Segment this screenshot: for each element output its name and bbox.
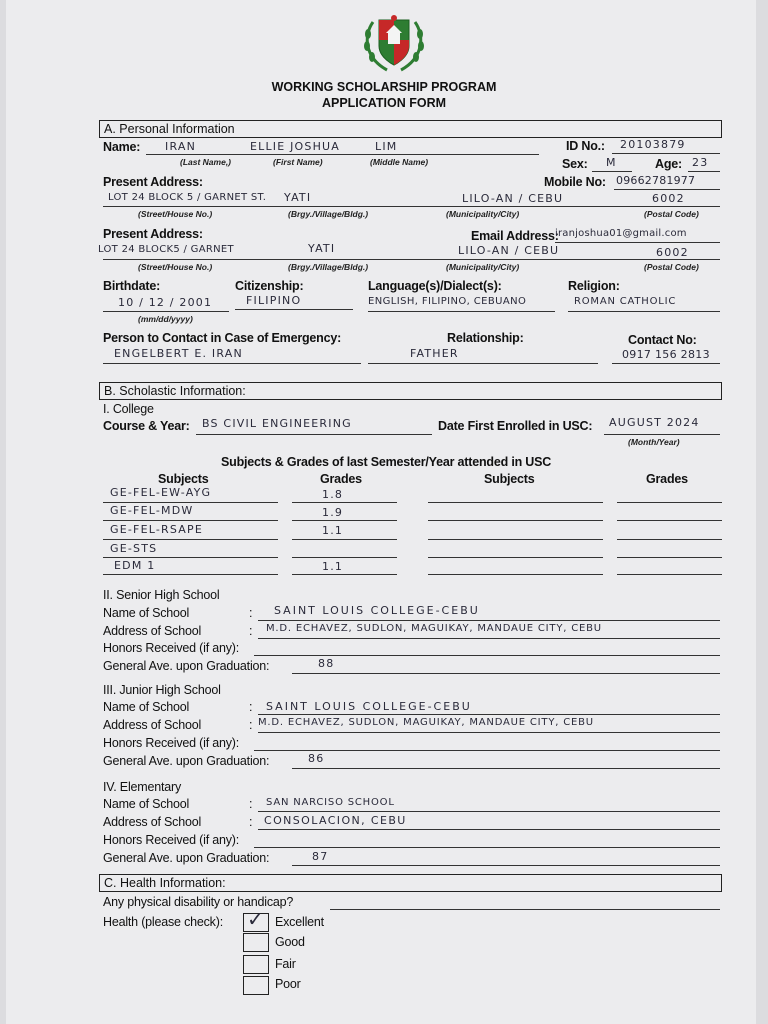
age-value[interactable]: 23 <box>692 156 709 169</box>
shs-general-label: General Ave. upon Graduation: <box>103 659 270 673</box>
sex-value[interactable]: M <box>606 156 617 169</box>
form-subtitle: APPLICATION FORM <box>321 96 447 110</box>
street-caption: (Street/House No.) <box>138 209 213 219</box>
section-scholastic-title: B. Scholastic Information: <box>104 384 246 398</box>
disability-label: Any physical disability or handicap? <box>103 895 294 909</box>
health-check-label: Health (please check): <box>103 915 223 929</box>
grade-2[interactable]: 1.9 <box>322 506 344 519</box>
section-health-header <box>99 874 722 892</box>
jhs-general-value[interactable]: 86 <box>308 752 325 765</box>
present-address2-label: Present Address: <box>103 227 203 241</box>
subjects-header-left: Subjects <box>158 472 209 486</box>
brgy-caption: (Brgy./Village/Bldg.) <box>288 209 369 219</box>
section-scholastic-header <box>99 382 722 400</box>
check-mark-icon: ✓ <box>247 907 264 931</box>
elem-label: IV. Elementary <box>103 780 182 794</box>
grade-1[interactable]: 1.8 <box>322 488 344 501</box>
elem-school-value[interactable]: SAN NARCISO SCHOOL <box>266 797 395 808</box>
jhs-general-label: General Ave. upon Graduation: <box>103 754 270 768</box>
elem-general-value[interactable]: 87 <box>312 850 329 863</box>
date-enrolled-value[interactable]: AUGUST 2024 <box>609 416 700 429</box>
relationship-value[interactable]: FATHER <box>410 347 459 360</box>
jhs-address-value[interactable]: M.D. ECHAVEZ, SUDLON, MAGUIKAY, MANDAUE CITY, CEBU <box>258 717 594 728</box>
postal-caption-2: (Postal Code) <box>644 262 699 272</box>
course-year-label: Course & Year: <box>103 419 190 433</box>
grade-3[interactable]: 1.1 <box>322 524 344 537</box>
address2-street-value[interactable]: LOT 24 BLOCK5 / GARNET <box>98 244 234 255</box>
mobile-label: Mobile No: <box>544 175 606 189</box>
jhs-honors-label: Honors Received (if any): <box>103 736 240 750</box>
elem-general-label: General Ave. upon Graduation: <box>103 851 270 865</box>
language-value[interactable]: ENGLISH, FILIPINO, CEBUANO <box>368 296 527 307</box>
email-label: Email Address: <box>471 229 559 243</box>
address1-brgy-value[interactable]: YATI <box>284 191 312 204</box>
shs-school-label: Name of School <box>103 606 190 620</box>
shs-colon-2: : <box>249 624 253 638</box>
subject-4[interactable]: GE-STS <box>110 542 158 555</box>
mobile-value[interactable]: 09662781977 <box>616 174 696 187</box>
subjects-header-right: Subjects <box>484 472 535 486</box>
id-value[interactable]: 20103879 <box>620 138 686 151</box>
first-name-value[interactable]: ELLIE JOSHUA <box>250 140 341 153</box>
grades-table-title: Subjects & Grades of last Semester/Year attended in USC <box>221 455 552 469</box>
jhs-school-label: Name of School <box>103 700 190 714</box>
subject-2[interactable]: GE-FEL-MDW <box>110 504 194 517</box>
email-value[interactable]: iranjoshua01@gmail.com <box>555 228 687 239</box>
jhs-colon-1: : <box>249 700 253 714</box>
last-name-caption: (Last Name,) <box>180 157 232 167</box>
contact-no-value[interactable]: 0917 156 2813 <box>622 348 710 361</box>
birthdate-value[interactable]: 10 / 12 / 2001 <box>118 296 213 309</box>
address1-street-value[interactable]: LOT 24 BLOCK 5 / GARNET ST. <box>108 192 267 203</box>
last-name-value[interactable]: IRAN <box>165 140 196 153</box>
citizenship-label: Citizenship: <box>235 279 304 293</box>
street-caption-2: (Street/House No.) <box>138 262 213 272</box>
relationship-label: Relationship: <box>447 331 524 345</box>
shs-address-value[interactable]: M.D. ECHAVEZ, SUDLON, MAGUIKAY, MANDAUE CITY, CEBU <box>266 623 602 634</box>
section-personal-header <box>99 120 722 138</box>
elem-school-label: Name of School <box>103 797 190 811</box>
jhs-address-label: Address of School <box>103 718 202 732</box>
subject-3[interactable]: GE-FEL-RSAPE <box>110 523 203 536</box>
course-year-value[interactable]: BS CIVIL ENGINEERING <box>202 417 352 430</box>
address1-postal-value[interactable]: 6002 <box>652 192 685 205</box>
religion-label: Religion: <box>568 279 620 293</box>
name-label: Name: <box>103 140 141 154</box>
brgy-caption-2: (Brgy./Village/Bldg.) <box>288 262 369 272</box>
grades-header-left: Grades <box>320 472 362 486</box>
birthdate-label: Birthdate: <box>103 279 161 293</box>
shs-general-value[interactable]: 88 <box>318 657 335 670</box>
subject-5[interactable]: EDM 1 <box>114 559 156 572</box>
jhs-colon-2: : <box>249 718 253 732</box>
shs-colon-1: : <box>249 606 253 620</box>
middle-name-caption: (Middle Name) <box>370 157 429 167</box>
present-address-label: Present Address: <box>103 175 203 189</box>
elem-colon-2: : <box>249 815 253 829</box>
address2-brgy-value[interactable]: YATI <box>308 242 336 255</box>
religion-value[interactable]: ROMAN CATHOLIC <box>574 296 677 307</box>
city-caption: (Municipality/City) <box>446 209 520 219</box>
jhs-label: III. Junior High School <box>103 683 221 697</box>
good-checkbox[interactable] <box>243 933 269 952</box>
excellent-label: Excellent <box>275 915 324 929</box>
address2-postal-value[interactable]: 6002 <box>656 246 689 259</box>
section-personal-title: A. Personal Information <box>104 122 235 136</box>
first-name-caption: (First Name) <box>273 157 323 167</box>
emergency-contact-value[interactable]: ENGELBERT E. IRAN <box>114 347 243 360</box>
section-health-title: C. Health Information: <box>104 876 226 890</box>
postal-caption: (Postal Code) <box>644 209 699 219</box>
poor-label: Poor <box>275 977 301 991</box>
grade-5[interactable]: 1.1 <box>322 560 344 573</box>
id-label: ID No.: <box>566 139 605 153</box>
city-caption-2: (Municipality/City) <box>446 262 520 272</box>
shs-address-label: Address of School <box>103 624 202 638</box>
birthdate-caption: (mm/dd/yyyy) <box>138 314 193 324</box>
address1-city-value[interactable]: LILO-AN / CEBU <box>462 192 564 205</box>
poor-checkbox[interactable] <box>243 976 269 995</box>
fair-label: Fair <box>275 957 296 971</box>
form-title: WORKING SCHOLARSHIP PROGRAM <box>271 80 497 94</box>
sex-label: Sex: <box>562 157 588 171</box>
age-label: Age: <box>655 157 682 171</box>
jhs-school-value[interactable]: SAINT LOUIS COLLEGE-CEBU <box>266 700 472 713</box>
subject-1[interactable]: GE-FEL-EW-AYG <box>110 486 212 499</box>
language-label: Language(s)/Dialect(s): <box>368 279 502 293</box>
college-label: I. College <box>103 402 154 416</box>
university-seal-logo <box>359 10 429 76</box>
shs-honors-label: Honors Received (if any): <box>103 641 240 655</box>
citizenship-value[interactable]: FILIPINO <box>246 294 302 307</box>
elem-address-value[interactable]: CONSOLACION, CEBU <box>264 814 407 827</box>
date-enrolled-label: Date First Enrolled in USC: <box>438 419 593 433</box>
elem-address-label: Address of School <box>103 815 202 829</box>
shs-label: II. Senior High School <box>103 588 220 602</box>
address2-city-value[interactable]: LILO-AN / CEBU <box>458 244 560 257</box>
middle-name-value[interactable]: LIM <box>375 140 398 153</box>
month-year-caption: (Month/Year) <box>628 437 680 447</box>
grades-header-right: Grades <box>646 472 688 486</box>
elem-colon-1: : <box>249 797 253 811</box>
elem-honors-label: Honors Received (if any): <box>103 833 240 847</box>
contact-no-label: Contact No: <box>628 333 697 347</box>
shs-school-value[interactable]: SAINT LOUIS COLLEGE-CEBU <box>274 604 480 617</box>
emergency-contact-label: Person to Contact in Case of Emergency: <box>103 331 342 345</box>
fair-checkbox[interactable] <box>243 955 269 974</box>
good-label: Good <box>275 935 305 949</box>
